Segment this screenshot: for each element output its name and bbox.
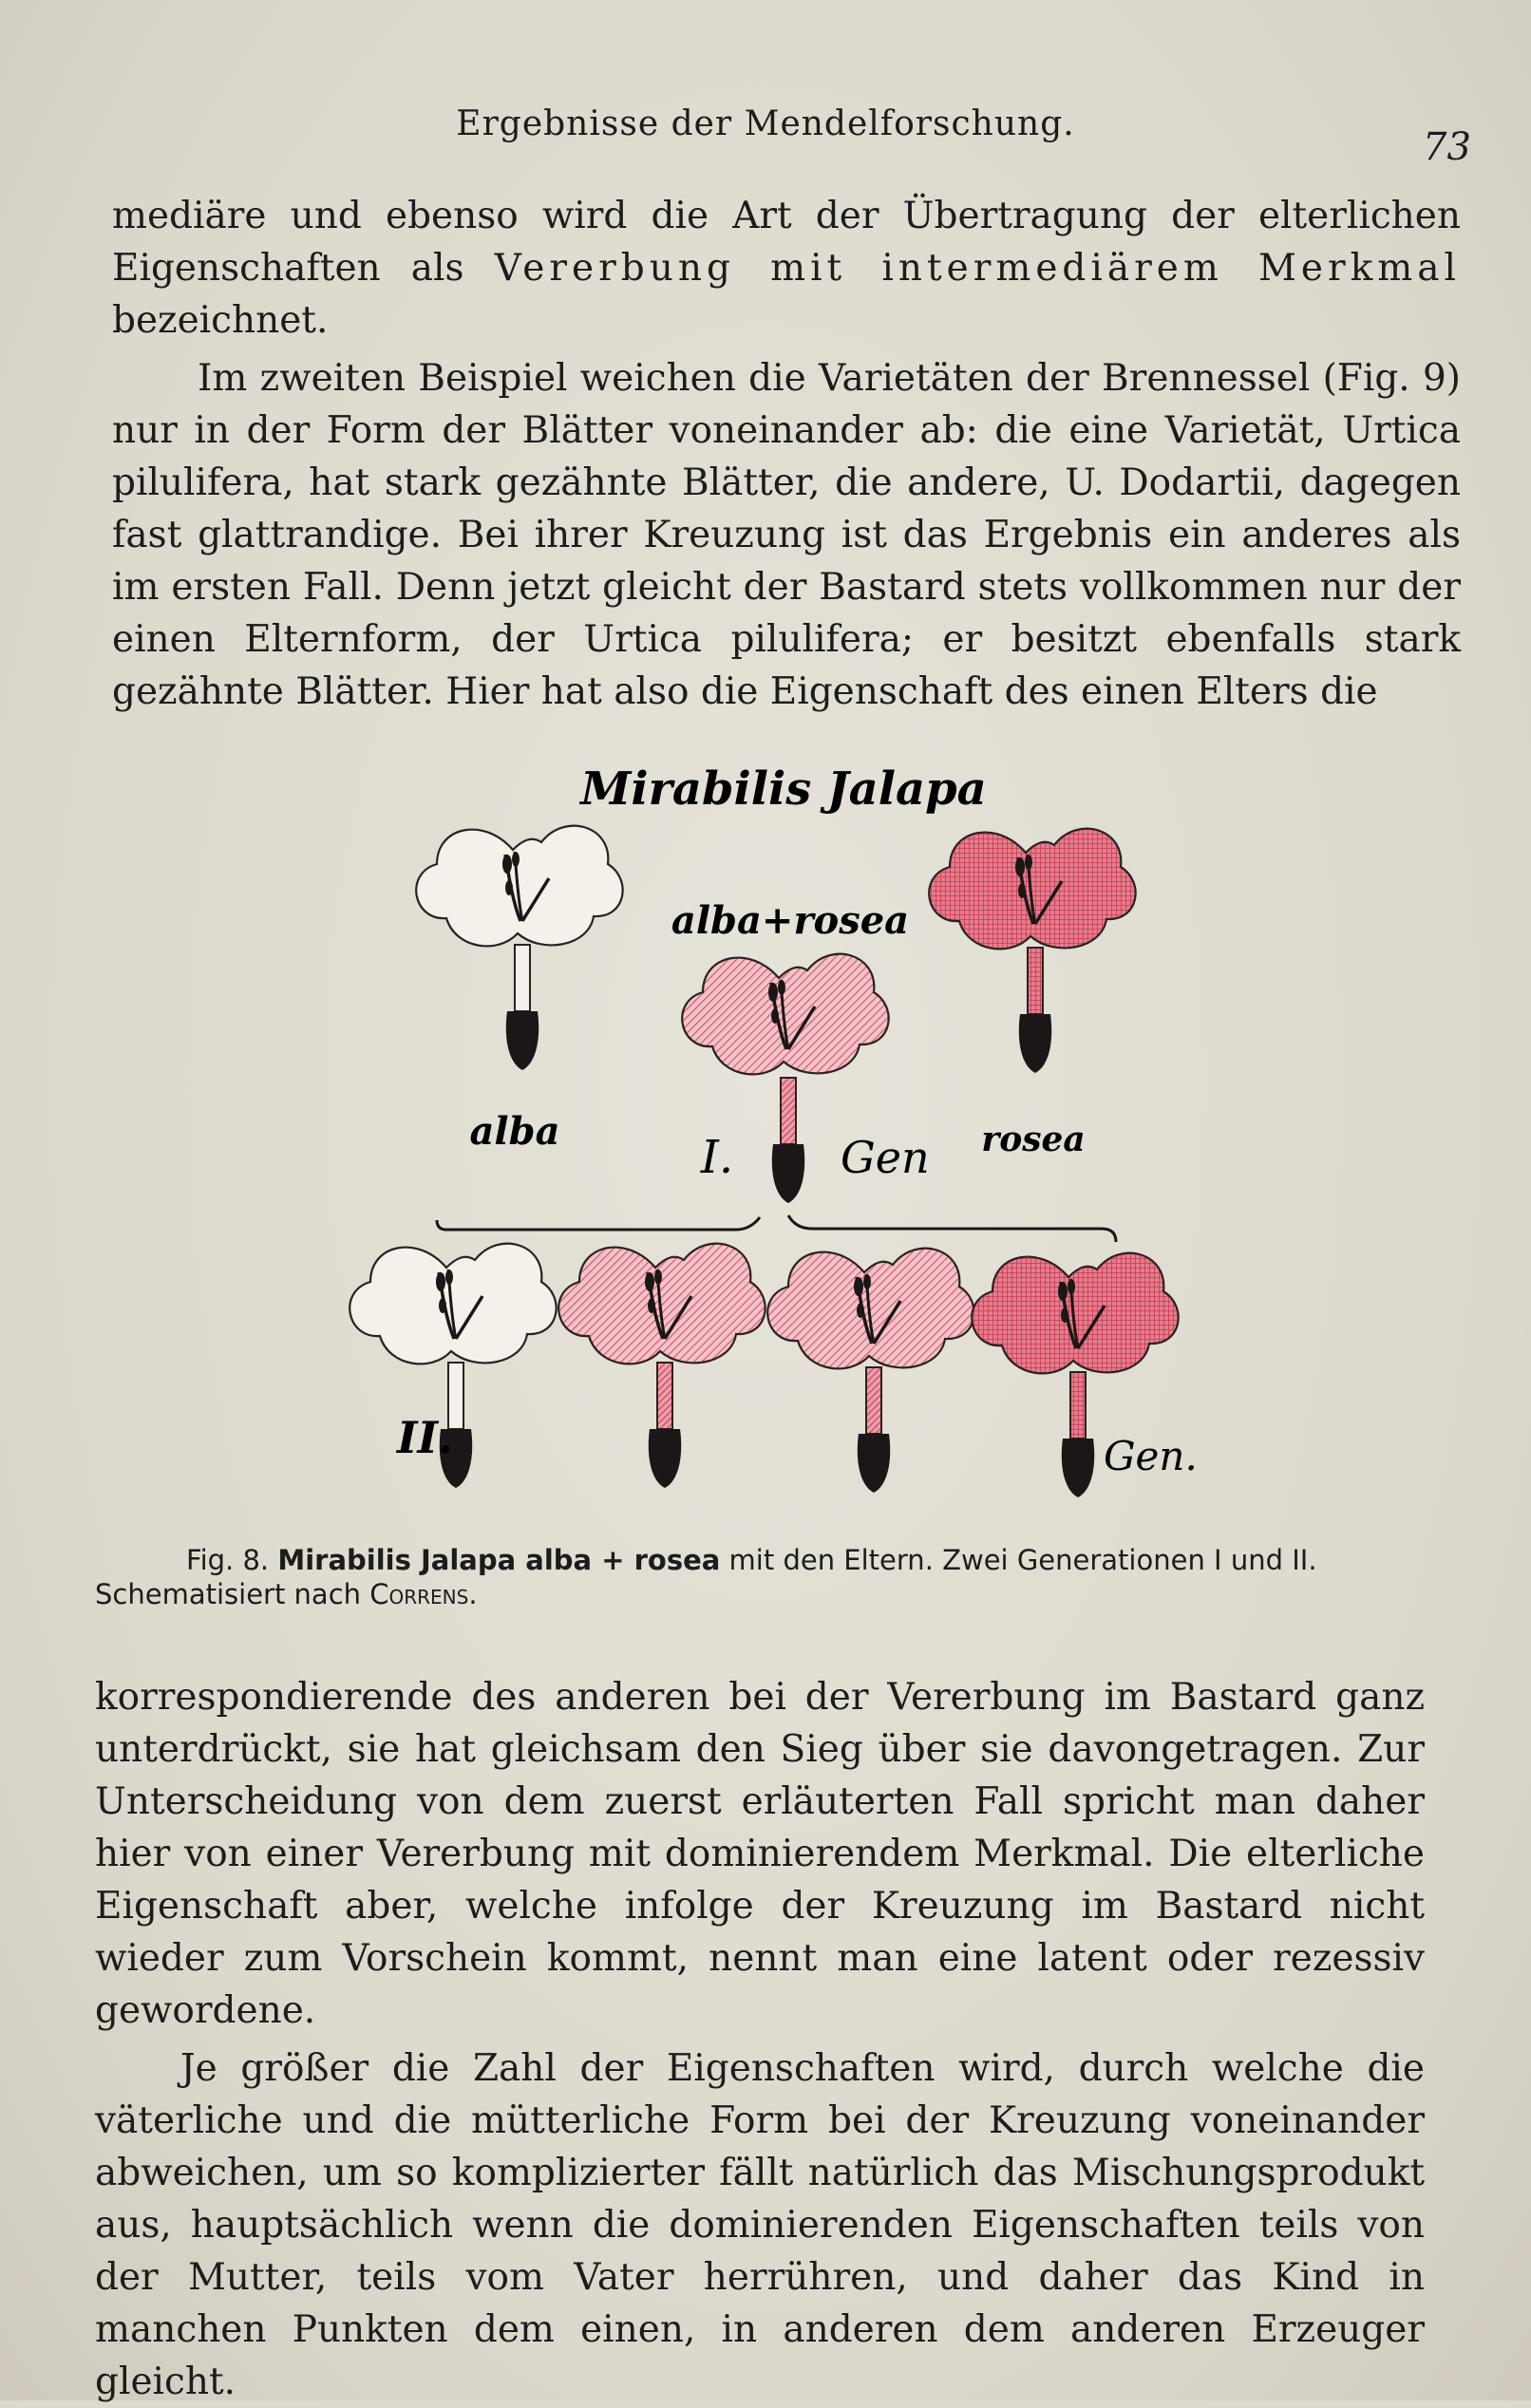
paragraph: korrespondierende des anderen bei der Vererbung im Bastard ganz unterdrückt, sie hat gleichsam den Sieg über sie davongetragen. Zur Unterscheidung von dem zuerst erläuterten Fall spricht man daher hier von einer Vererbung mit dominierendem Merkmal. Die elterliche Eigenschaft aber, welche infolge der Kreuzung im Bastard nicht wieder zum Vorschein kommt, nennt man eine latent oder rezessiv gewordene.	[95, 1676, 1425, 2032]
spaced-term: Vererbung mit intermediärem Merkmal	[494, 247, 1461, 290]
generation-bracket	[437, 1215, 1116, 1242]
running-head: Ergebnisse der Mendelforschung.	[456, 104, 1075, 143]
caption-author: Correns	[369, 1578, 469, 1610]
label-gen1-numeral: I.	[700, 1131, 734, 1184]
label-rosea: rosea	[981, 1119, 1086, 1159]
flower-gen2-hybrid-2	[767, 1249, 973, 1493]
caption-bold: Mirabilis Jalapa alba + rosea	[277, 1544, 721, 1576]
paragraph: Je größer die Zahl der Eigenschaften wird, durch welche die väterliche und die mütterliche Form bei der Kreuzung voneinander abweichen, um so komplizierter fällt natürlich das Mischungsprodukt aus, hauptsächlich wenn die dominierenden Eigenschaften teils von der Mutter, teils vom Vater herrühren, und daher das Kind in manchen Punkten dem einen, in anderen dem anderen Erzeuger gleicht.	[95, 2047, 1425, 2403]
text-block-top	[112, 190, 1461, 718]
page-number: 73	[1423, 125, 1471, 169]
flower-rosea	[929, 829, 1135, 1073]
caption-text: mit den Eltern. Zwei Generationen I und II. Schematisiert nach	[95, 1544, 1317, 1610]
flower-alba	[416, 826, 622, 1070]
text-span: bezeichnet.	[112, 299, 329, 342]
caption-end: .	[468, 1578, 478, 1610]
figure-title: Mirabilis Jalapa	[580, 762, 987, 816]
figure-mirabilis-cross	[342, 760, 1197, 1548]
figure-caption	[95, 1543, 1444, 1611]
label-gen2-word: Gen.	[1104, 1433, 1197, 1479]
figure-illustration	[342, 760, 1197, 1548]
caption-fig-label: Fig. 8.	[186, 1544, 270, 1576]
label-gen2-numeral: II.	[397, 1412, 454, 1463]
label-gen1-word: Gen	[841, 1132, 930, 1183]
paragraph: Im zweiten Beispiel weichen die Varietäten der Brennessel (Fig. 9) nur in der Form der Blätter voneinander ab: die eine Varietät, Urtica pilulifera, hat stark gezähnte Blätter, die andere, U. Dodartii, dagegen fast glattrandige. Bei ihrer Kreuzung ist das Ergebnis ein anderes als im ersten Fall. Denn jetzt gleicht der Bastard stets vollkommen nur der einen Elternform, der Urtica pilulifera; er besitzt ebenfalls stark gezähnte Blätter. Hier hat also die Eigenschaft des einen Elters die	[112, 357, 1461, 713]
paragraph	[112, 190, 1461, 347]
flower-gen2-hybrid-1	[558, 1244, 765, 1488]
text-span: mediäre und ebenso wird die Art der Übertragung der elterlichen Eigenschaften als	[112, 195, 1461, 290]
label-cross: alba+rosea	[671, 898, 910, 943]
text-block-bottom	[95, 1671, 1425, 2408]
label-alba: alba	[469, 1109, 560, 1154]
